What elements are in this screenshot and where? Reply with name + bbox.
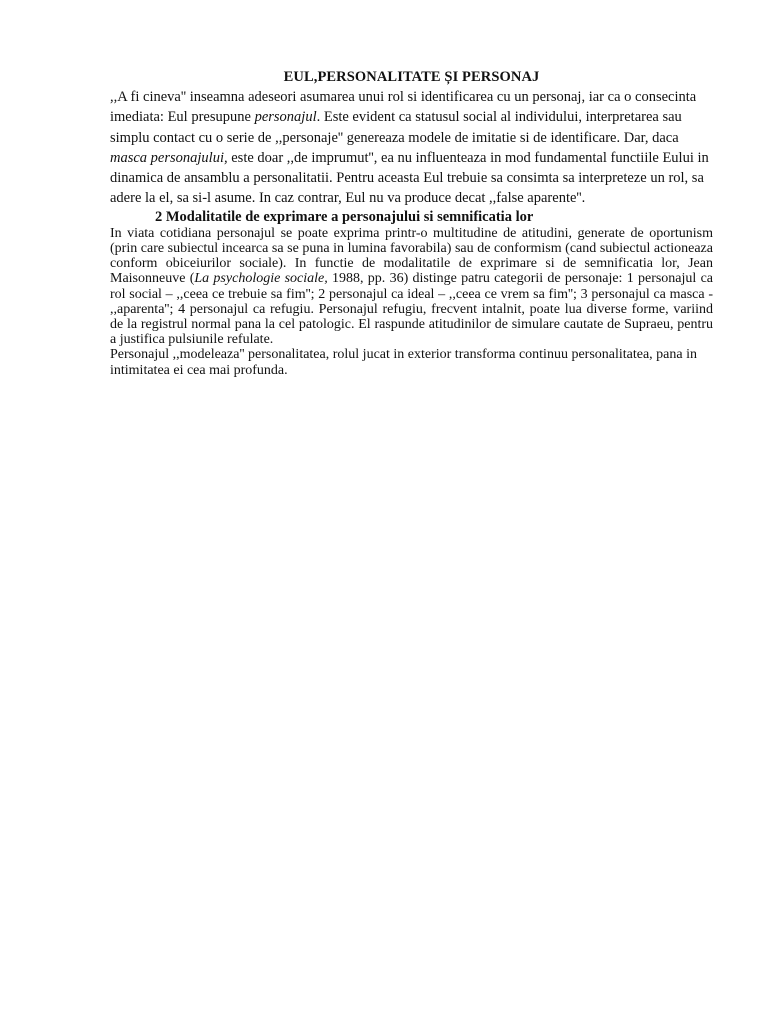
- paragraph-intro-italic-1: personajul: [254, 109, 317, 126]
- paragraph-intro-italic-2: masca personajului,: [110, 149, 228, 166]
- paragraph-modalities-italic-1: La psychologie sociale,: [194, 271, 328, 287]
- section-heading: 2 Modalitatile de exprimare a personajului si semnificatia lor: [155, 208, 534, 225]
- paragraph-intro-text-2: . Este evident ca statusul social al individului, interpretarea sau simplu contact cu o serie de ,,personaje'' genereaza modele de imitatie si de identificare. Dar, daca: [110, 109, 682, 146]
- paragraph-modalities: [110, 226, 713, 348]
- paragraph-intro-text-3: este doar ,,de imprumut'', ea nu influenteaza in mod fundamental functiile Eului in dinamica de ansamblu a personalitatii. Pentru aceasta Eul trebuie sa consimta sa interpreteze un rol, sa adere la el, sa si-l asume. In caz contrar, Eul nu va produce decat ,,false aparente''.: [110, 149, 709, 207]
- paragraph-intro-text-1: ,,A fi cineva'' inseamna adeseori asumarea unui rol si identificarea cu un personaj, iar ca o consecinta imediata: Eul presupune: [110, 89, 697, 126]
- paragraph-modalities-text-2: 1988, pp. 36) distinge patru categorii de personaje: 1 personajul ca rol social – ,,ceea ce trebuie sa fim''; 2 personajul ca ideal – ,,ceea ce vrem sa fim''; 3 personajul ca masca - ,,aparenta''; 4 personajul ca refugiu. Personajul refugiu, frecvent intalnit, poate lua diverse forme, variind de la registrul normal pana la cel patologic. El raspunde atitudinilor de simulare cautate de Supraeu, pentru a justifica pulsiunile refulate.: [110, 271, 714, 348]
- paragraph-modalities-text-1: In viata cotidiana personajul se poate exprima printr-o multitudine de atitudini, generate de oportunism (prin care subiectul incearca sa se puna in lumina favorabila) sau de conformism (cand subiectul actioneaza conform obiceiurilor sociale). In functie de modalitatile de exprimare si de semnificatia lor, Jean Maisonneuve (: [110, 225, 713, 287]
- document-title: EUL,PERSONALITATE ȘI PERSONAJ: [283, 69, 540, 85]
- paragraph-conclusion: Personajul ,,modeleaza'' personalitatea, rolul jucat in exterior transforma continuu personalitatea, pana in intimitatea ei cea mai profunda.: [110, 347, 697, 378]
- paragraph-intro: [110, 87, 713, 209]
- document-page: [110, 68, 713, 378]
